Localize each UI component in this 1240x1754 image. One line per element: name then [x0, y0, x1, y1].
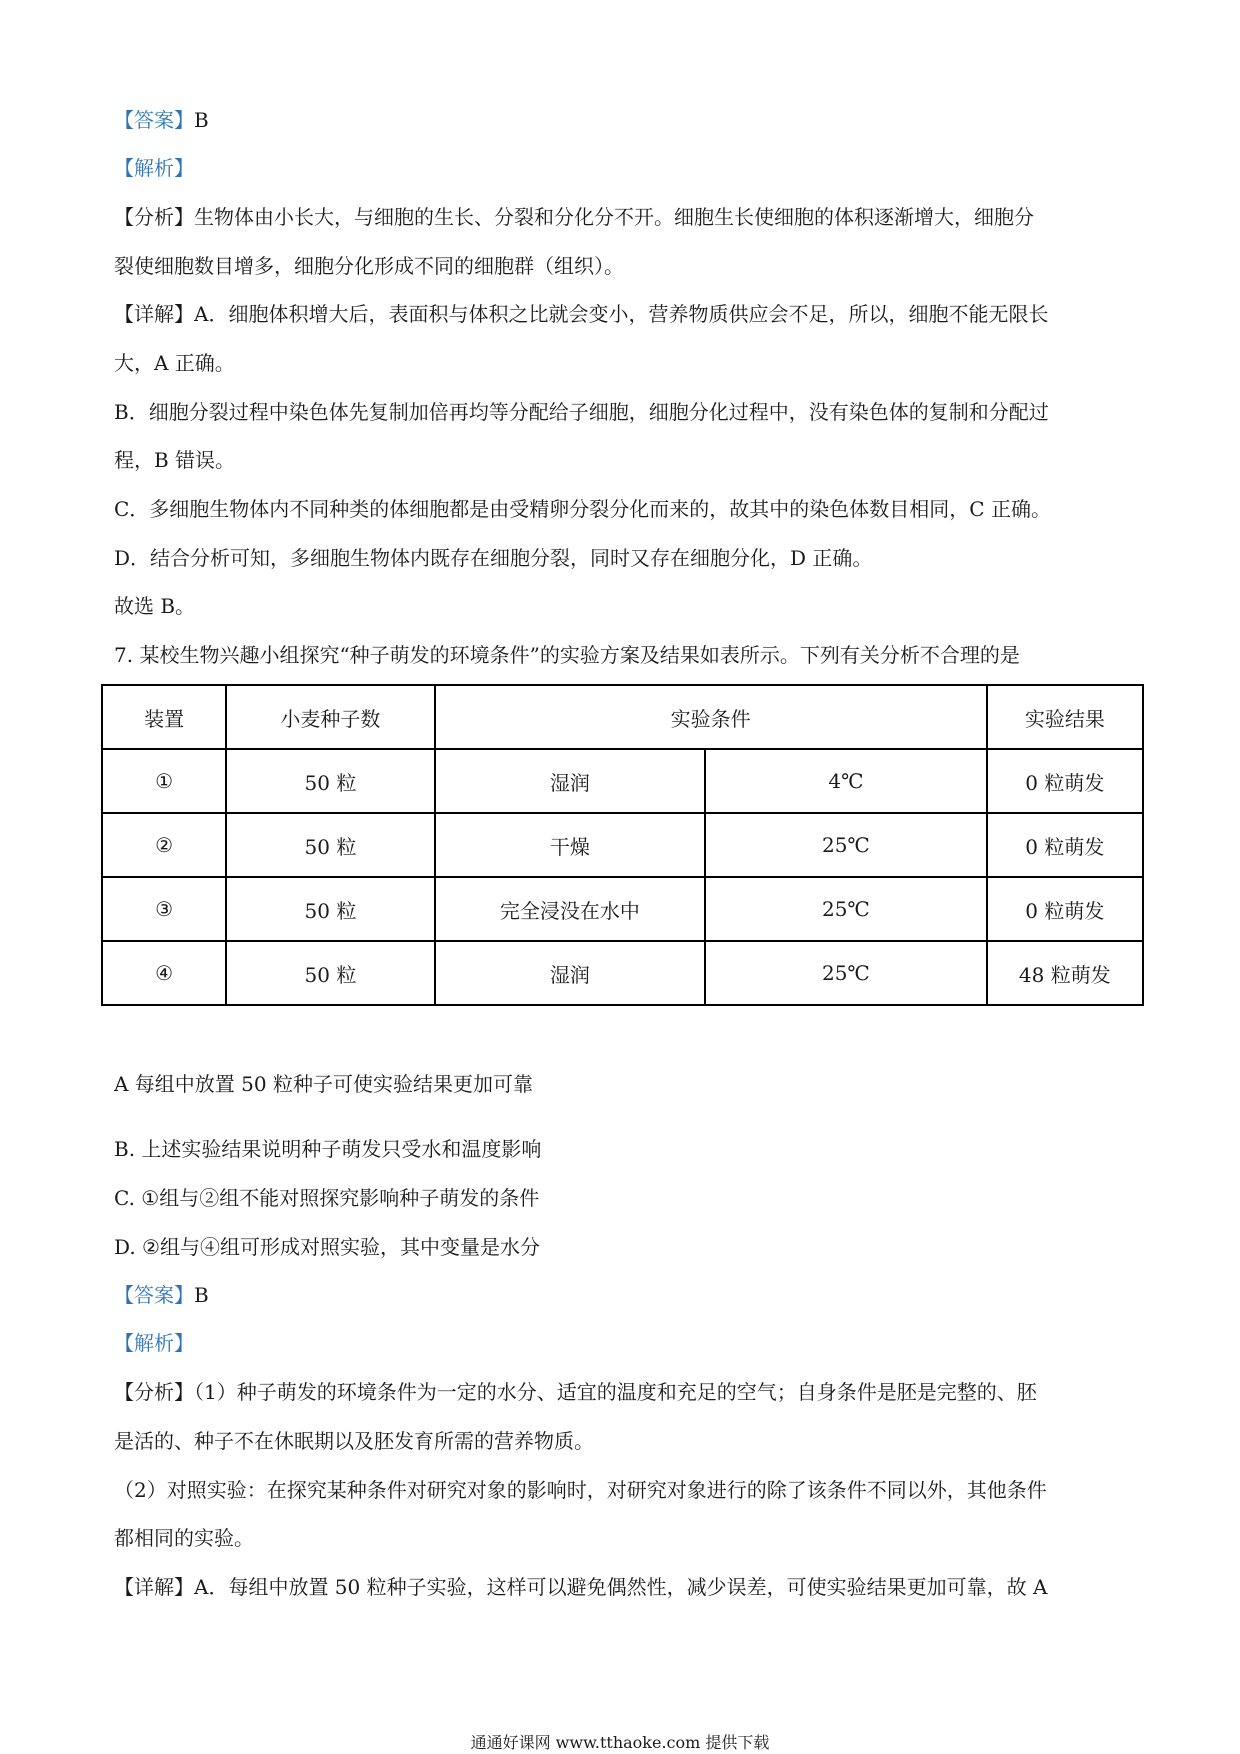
- table-cell: 50 粒: [226, 877, 434, 941]
- table-cell: ①: [102, 749, 226, 813]
- table-cell: 50 粒: [226, 941, 434, 1005]
- table-cell: 0 粒萌发: [987, 877, 1143, 941]
- analysis-tag-2: 【解析】: [114, 1331, 194, 1355]
- xiangjie2-line-1: [114, 1573, 1047, 1601]
- table-cell: 25℃: [705, 813, 987, 877]
- xiangjie-tag: 【详解】: [114, 1575, 194, 1599]
- header-cell: 实验条件: [435, 685, 987, 749]
- fenxi2-line-4: 都相同的实验。: [114, 1526, 254, 1550]
- table-row: [102, 813, 1143, 877]
- fenxi-text: 生物体由小长大，与细胞的生长、分裂和分化分不开。细胞生长使细胞的体积逐渐增大，细胞分: [194, 205, 1034, 229]
- fenxi2-line-3: （2）对照实验：在探究某种条件对研究对象的影响时，对研究对象进行的除了该条件不同以外，其他条件: [114, 1478, 1047, 1502]
- fenxi-tag: 【分析】: [114, 205, 194, 229]
- answer-line-1: [114, 106, 209, 134]
- table-cell: 50 粒: [226, 749, 434, 813]
- option-b: B. 上述实验结果说明种子萌发只受水和温度影响: [114, 1137, 542, 1161]
- experiment-table: [101, 684, 1144, 1006]
- table-cell: 4℃: [705, 749, 987, 813]
- fenxi-line-2: 裂使细胞数目增多，细胞分化形成不同的细胞群（组织）。: [114, 254, 624, 278]
- xiangjie-line-2: 大，A 正确。: [114, 351, 235, 375]
- xiangjie-line-1: [114, 300, 1048, 328]
- option-b-line-1: B．细胞分裂过程中染色体先复制加倍再均等分配给子细胞，细胞分化过程中，没有染色体的复制和分配过: [114, 400, 1049, 424]
- table-cell: ③: [102, 877, 226, 941]
- table-cell: 干燥: [435, 813, 706, 877]
- table-row: [102, 941, 1143, 1005]
- answer-tag: 【答案】: [114, 1283, 194, 1307]
- fenxi2-line-2: 是活的、种子不在休眠期以及胚发育所需的营养物质。: [114, 1429, 594, 1453]
- table-cell: ②: [102, 813, 226, 877]
- option-d-line: D．结合分析可知，多细胞生物体内既存在细胞分裂，同时又存在细胞分化，D 正确。: [114, 546, 873, 570]
- fenxi-tag: 【分析】: [114, 1380, 194, 1404]
- answer-tag: 【答案】: [114, 108, 194, 132]
- table-cell: 25℃: [705, 941, 987, 1005]
- answer-line-2: [114, 1281, 209, 1309]
- header-cell: 装置: [102, 685, 226, 749]
- table-cell: 48 粒萌发: [987, 941, 1143, 1005]
- xiangjie-text: A．细胞体积增大后，表面积与体积之比就会变小，营养物质供应会不足，所以，细胞不能无限长: [194, 302, 1049, 326]
- option-d: D. ②组与④组可形成对照实验，其中变量是水分: [114, 1235, 540, 1259]
- option-c: C. ①组与②组不能对照探究影响种子萌发的条件: [114, 1186, 540, 1210]
- table-cell: 完全浸没在水中: [435, 877, 706, 941]
- question-7-stem: 7. 某校生物兴趣小组探究“种子萌发的环境条件”的实验方案及结果如表所示。下列有关分析不合理的是: [114, 643, 1020, 667]
- analysis-tag-1: 【解析】: [114, 156, 194, 180]
- table-cell: ④: [102, 941, 226, 1005]
- answer-value: B: [194, 108, 209, 132]
- table-cell: 湿润: [435, 749, 706, 813]
- table-cell: 0 粒萌发: [987, 813, 1143, 877]
- table-cell: 0 粒萌发: [987, 749, 1143, 813]
- xiangjie-text: A．每组中放置 50 粒种子实验，这样可以避免偶然性，减少误差，可使实验结果更加可靠，故 A: [194, 1575, 1048, 1599]
- page-footer: 通通好课网 www.tthaoke.com 提供下载: [470, 1733, 770, 1752]
- header-cell: 实验结果: [987, 685, 1143, 749]
- table-row: [102, 749, 1143, 813]
- fenxi2-line-1: [114, 1378, 1037, 1406]
- table-header-row: [102, 685, 1143, 749]
- xiangjie-tag: 【详解】: [114, 302, 194, 326]
- table-row: [102, 877, 1143, 941]
- fenxi-line-1: [114, 203, 1034, 231]
- table-cell: 湿润: [435, 941, 706, 1005]
- option-b-line-2: 程，B 错误。: [114, 448, 236, 472]
- answer-value: B: [194, 1283, 209, 1307]
- option-c-line: C．多细胞生物体内不同种类的体细胞都是由受精卵分裂分化而来的，故其中的染色体数目相同，C 正确。: [114, 497, 1051, 521]
- fenxi-text: （1）种子萌发的环境条件为一定的水分、适宜的温度和充足的空气；自身条件是胚是完整的、胚: [194, 1380, 1037, 1404]
- header-cell: 小麦种子数: [226, 685, 434, 749]
- option-a: A 每组中放置 50 粒种子可使实验结果更加可靠: [114, 1072, 533, 1096]
- table-cell: 50 粒: [226, 813, 434, 877]
- table-cell: 25℃: [705, 877, 987, 941]
- choose-line: 故选 B。: [114, 594, 196, 618]
